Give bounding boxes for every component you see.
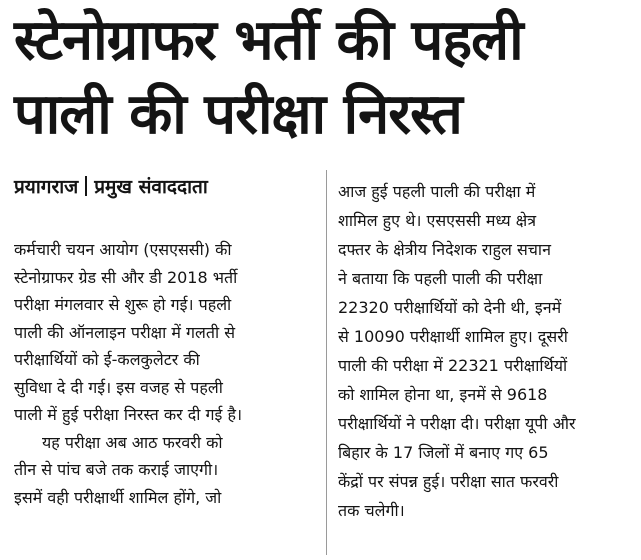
- article-line: यह परीक्षा अब आठ फरवरी को: [42, 432, 223, 452]
- article-column-right: [338, 177, 630, 525]
- byline-place: प्रयागराज: [14, 176, 79, 198]
- article-line: कर्मचारी चयन आयोग (एसएससी) की: [14, 240, 232, 259]
- article-line: शामिल हुए थे। एसएससी मध्य क्षेत्र: [338, 211, 537, 230]
- article-line: बिहार के 17 जिलों में बनाए गए 65: [338, 443, 549, 462]
- article-line: 22320 परीक्षार्थियों को देनी थी, इनमें: [338, 298, 562, 317]
- article-line: पाली की परीक्षा में 22321 परीक्षार्थियों: [338, 356, 568, 375]
- headline-line-2: पाली की परीक्षा निरस्त: [14, 82, 462, 147]
- article-column-left: [14, 236, 316, 511]
- article-line: केंद्रों पर संपन्न हुई। परीक्षा सात फरवरी: [338, 472, 559, 491]
- byline-reporter: प्रमुख संवाददाता: [94, 176, 208, 198]
- article-line: परीक्षा मंगलवार से शुरू हो गई। पहली: [14, 295, 232, 314]
- byline-separator: [85, 176, 87, 196]
- article-line: ने बताया कि पहली पाली की परीक्षा: [338, 269, 543, 288]
- headline-line-1: स्टेनोग्राफर भर्ती की पहली: [14, 8, 523, 73]
- article-line: तक चलेगी।: [338, 501, 405, 520]
- article-line: आज हुई पहली पाली की परीक्षा में: [338, 182, 536, 201]
- article-line: को शामिल होना था, इनमें से 9618: [338, 385, 548, 404]
- article-line: दफ्तर के क्षेत्रीय निदेशक राहुल सचान: [338, 240, 551, 259]
- article-line: परीक्षार्थियों को ई-कलकुलेटर की: [14, 350, 200, 369]
- column-divider: [326, 170, 327, 555]
- article-line: सुविधा दे दी गई। इस वजह से पहली: [14, 377, 223, 397]
- article-line: पाली में हुई परीक्षा निरस्त कर दी गई है।: [14, 405, 243, 424]
- article-line: से 10090 परीक्षार्थी शामिल हुए। दूसरी: [338, 327, 568, 346]
- byline: [14, 174, 208, 200]
- headline: [14, 4, 634, 152]
- article-line: परीक्षार्थियों ने परीक्षा दी। परीक्षा यूपी और: [338, 414, 576, 433]
- article-line: स्टेनोग्राफर ग्रेड सी और डी 2018 भर्ती: [14, 267, 238, 287]
- article-line: तीन से पांच बजे तक कराई जाएगी।: [14, 460, 219, 479]
- article-line: इसमें वही परीक्षार्थी शामिल होंगे, जो: [14, 487, 222, 507]
- article-line: पाली की ऑनलाइन परीक्षा में गलती से: [14, 322, 236, 342]
